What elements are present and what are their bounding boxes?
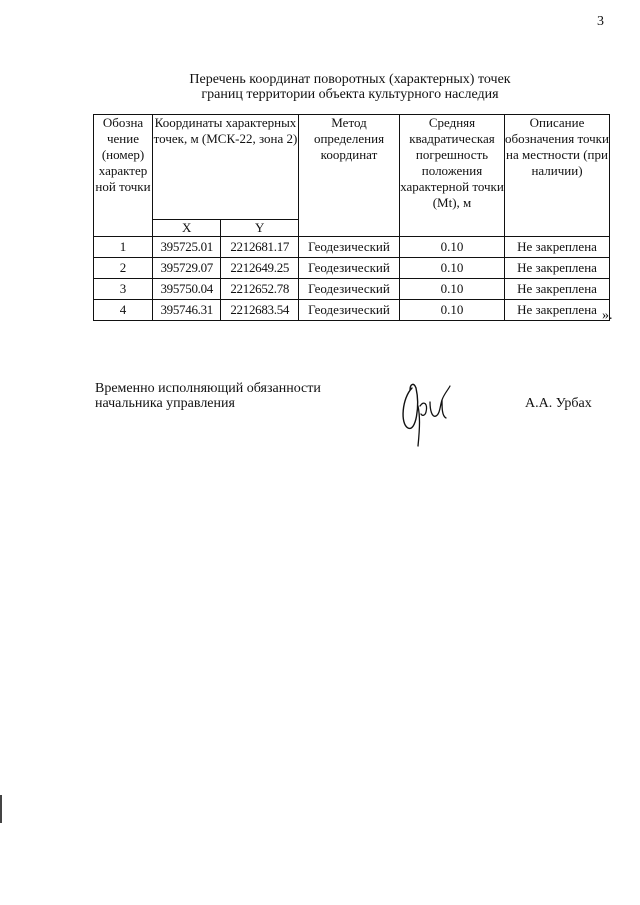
cell-description: Не закреплена: [505, 279, 610, 300]
cell-method: Геодезический: [299, 279, 400, 300]
cell-point-number: 1: [94, 237, 153, 258]
table-row: [94, 258, 610, 279]
cell-x: 395725.01: [153, 237, 221, 258]
cell-description: Не закреплена: [505, 237, 610, 258]
cell-x: 395746.31: [153, 300, 221, 321]
cell-y: 2212683.54: [221, 300, 299, 321]
header-point-number: Обозна чение (номер) характер ной точки: [94, 115, 153, 237]
cell-y: 2212652.78: [221, 279, 299, 300]
cell-point-number: 3: [94, 279, 153, 300]
table-row: [94, 279, 610, 300]
cell-description: Не закреплена: [505, 258, 610, 279]
cell-error: 0.10: [400, 237, 505, 258]
document-title: [0, 72, 640, 102]
table-row: [94, 237, 610, 258]
cell-point-number: 2: [94, 258, 153, 279]
cell-x: 395750.04: [153, 279, 221, 300]
signer-title-line-1: Временно исполняющий обязанности: [95, 381, 321, 396]
cell-y: 2212681.17: [221, 237, 299, 258]
cell-description: Не закреплена: [505, 300, 610, 321]
title-line-2: границ территории объекта культурного наследия: [201, 87, 499, 102]
cell-method: Геодезический: [299, 300, 400, 321]
title-line-1: Перечень координат поворотных (характерных) точек: [189, 72, 511, 87]
cell-method: Геодезический: [299, 237, 400, 258]
header-description: Описание обозначения точки на местности (при наличии): [505, 115, 610, 237]
scan-edge-mark: [0, 795, 2, 823]
header-coordinates: Координаты характерных точек, м (МСК-22, зона 2): [153, 115, 299, 220]
cell-x: 395729.07: [153, 258, 221, 279]
page-number: 3: [597, 14, 604, 29]
table-row: [94, 300, 610, 321]
header-y: Y: [221, 220, 299, 237]
header-method: Метод определения координат: [299, 115, 400, 237]
cell-error: 0.10: [400, 300, 505, 321]
cell-error: 0.10: [400, 279, 505, 300]
header-mean-error: Средняя квадратическая погрешность положения характерной точки (Mt), м: [400, 115, 505, 237]
closing-quote: ».: [602, 308, 613, 323]
cell-point-number: 4: [94, 300, 153, 321]
cell-y: 2212649.25: [221, 258, 299, 279]
cell-method: Геодезический: [299, 258, 400, 279]
signer-position: [95, 381, 321, 411]
header-x: X: [153, 220, 221, 237]
signer-title-line-2: начальника управления: [95, 396, 235, 411]
cell-error: 0.10: [400, 258, 505, 279]
handwritten-signature: [398, 376, 460, 448]
coordinates-table: [93, 114, 610, 321]
signer-name: А.А. Урбах: [525, 396, 592, 411]
